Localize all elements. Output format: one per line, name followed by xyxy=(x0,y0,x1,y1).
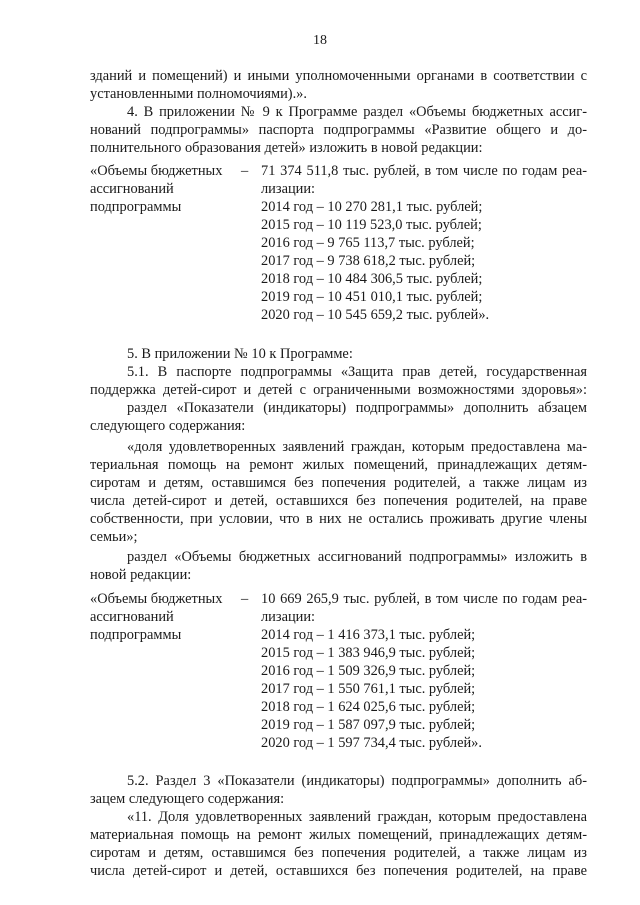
table-label: подпрограммы xyxy=(90,627,182,643)
table-label: ассигнований xyxy=(90,181,174,197)
table-value: 10 669 265,9 тыс. рублей, в том числе по годам реа- xyxy=(261,591,587,607)
text-line: сиротам и детям, оставшимся без попечения родителей, а также лицам из xyxy=(90,845,587,861)
text-line: числа детей-сирот и детей, оставшихся без попечения родителей, на праве xyxy=(90,493,587,509)
table-value: 2016 год – 1 509 326,9 тыс. рублей; xyxy=(261,663,476,679)
text-line: сиротам и детям, оставшимся без попечения родителей, а также лицам из xyxy=(90,475,587,491)
table-value: 2019 год – 10 451 010,1 тыс. рублей; xyxy=(261,289,483,305)
text-line: поддержка детей-сирот и детей с ограниченными возможностями здоровья»: xyxy=(90,382,587,398)
text-line: собственности, при условии, что в них не остались проживать другие члены xyxy=(90,511,587,527)
table-label: «Объемы бюджетных xyxy=(90,163,223,179)
text-line: «11. Доля удовлетворенных заявлений граждан, которым предоставлена xyxy=(127,809,587,825)
text-line: раздел «Объемы бюджетных ассигнований подпрограммы» изложить в xyxy=(127,549,587,565)
text-line: 5.2. Раздел 3 «Показатели (индикаторы) подпрограммы» дополнить аб- xyxy=(127,773,587,789)
table-value: 2014 год – 10 270 281,1 тыс. рублей; xyxy=(261,199,483,215)
page-number: 18 xyxy=(313,33,327,48)
text-line: зацем следующего содержания: xyxy=(90,791,285,807)
table-value: 2017 год – 9 738 618,2 тыс. рублей; xyxy=(261,253,476,269)
table-label: ассигнований xyxy=(90,609,174,625)
text-line: 5.1. В паспорте подпрограммы «Защита прав детей, государственная xyxy=(127,364,587,380)
table-value: лизации: xyxy=(261,609,316,625)
table-value: 71 374 511,8 тыс. рублей, в том числе по годам реа- xyxy=(261,163,587,179)
text-line: зданий и помещений) и иными уполномоченными органами в соответствии с xyxy=(90,68,587,84)
table-dash: – xyxy=(241,163,249,179)
table-value: 2015 год – 10 119 523,0 тыс. рублей; xyxy=(261,217,482,233)
text-line: числа детей-сирот и детей, оставшихся без попечения родителей, на праве xyxy=(90,863,587,879)
text-line: новой редакции: xyxy=(90,567,192,583)
table-dash: – xyxy=(241,591,249,607)
text-line: семьи»; xyxy=(90,529,138,545)
text-line: установленными полномочиями).». xyxy=(90,86,307,102)
table-value: 2017 год – 1 550 761,1 тыс. рублей; xyxy=(261,681,476,697)
table-label: подпрограммы xyxy=(90,199,182,215)
table-value: 2018 год – 1 624 025,6 тыс. рублей; xyxy=(261,699,476,715)
text-line: 4. В приложении № 9 к Программе раздел «Объемы бюджетных ассиг- xyxy=(127,104,587,120)
text-line: 5. В приложении № 10 к Программе: xyxy=(127,346,353,362)
text-line: полнительного образования детей» изложить в новой редакции: xyxy=(90,140,483,156)
text-line: следующего содержания: xyxy=(90,418,246,434)
table-value: лизации: xyxy=(261,181,316,197)
text-line: териальная помощь на ремонт жилых помещений, принадлежащих детям- xyxy=(90,457,587,473)
table-label: «Объемы бюджетных xyxy=(90,591,223,607)
text-line: материальная помощь на ремонт жилых помещений, принадлежащих детям- xyxy=(90,827,587,843)
table-value: 2016 год – 9 765 113,7 тыс. рублей; xyxy=(261,235,475,251)
text-line: нований подпрограммы» паспорта подпрограммы «Развитие общего и до- xyxy=(90,122,587,138)
table-value: 2018 год – 10 484 306,5 тыс. рублей; xyxy=(261,271,483,287)
table-value: 2015 год – 1 383 946,9 тыс. рублей; xyxy=(261,645,476,661)
table-value: 2020 год – 1 597 734,4 тыс. рублей». xyxy=(261,735,482,751)
table-value: 2020 год – 10 545 659,2 тыс. рублей». xyxy=(261,307,490,323)
table-value: 2019 год – 1 587 097,9 тыс. рублей; xyxy=(261,717,476,733)
table-value: 2014 год – 1 416 373,1 тыс. рублей; xyxy=(261,627,476,643)
text-line: «доля удовлетворенных заявлений граждан, которым предоставлена ма- xyxy=(127,439,587,455)
text-line: раздел «Показатели (индикаторы) подпрограммы» дополнить абзацем xyxy=(127,400,587,416)
